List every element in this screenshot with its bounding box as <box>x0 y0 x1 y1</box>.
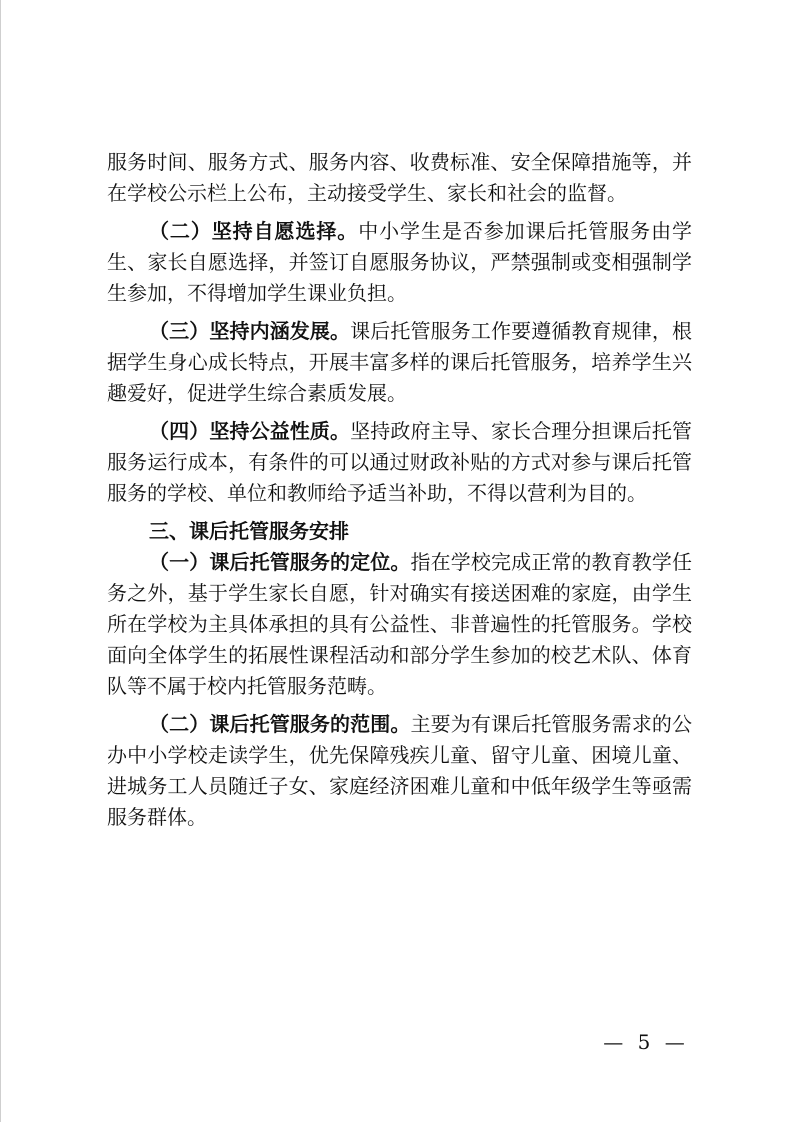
paragraph-lead: （四）坚持公益性质。 <box>149 419 351 443</box>
paragraph-text: 主要为有课后托管服务需求的公办中小学校走读学生，优先保障残疾儿童、留守儿童、困境儿童、进城务工人员随迁子女、家庭经济困难儿童和中低年级学生等亟需服务群体。 <box>107 712 692 829</box>
paragraph-positioning <box>107 547 692 702</box>
paragraph-public-welfare <box>107 416 692 509</box>
paragraph-lead: （二）坚持自愿选择。 <box>149 219 359 243</box>
paragraph-text: 课后托管服务工作要遵循教育规律，根据学生身心成长特点，开展丰富多样的课后托管服务，培养学生兴趣爱好，促进学生综合素质发展。 <box>107 319 693 405</box>
page-number: — 5 — <box>603 1030 689 1054</box>
paragraph-lead: （三）坚持内涵发展。 <box>149 319 351 343</box>
paragraph-text: 坚持政府主导、家长合理分担课后托管服务运行成本，有条件的可以通过财政补贴的方式对参与课后托管服务的学校、单位和教师给予适当补助，不得以营利为目的。 <box>107 419 693 505</box>
section-heading: 三、课后托管服务安排 <box>149 519 349 543</box>
document-body <box>107 147 692 833</box>
paragraph-lead: （二）课后托管服务的范围。 <box>149 712 411 736</box>
paragraph-lead: （一）课后托管服务的定位。 <box>149 550 411 574</box>
paragraph-text: 服务时间、服务方式、服务内容、收费标准、安全保障措施等，并在学校公示栏上公布，主动接受学生、家长和社会的监督。 <box>107 150 692 205</box>
paragraph-continued <box>107 147 692 209</box>
paragraph-text: 中小学生是否参加课后托管服务由学生、家长自愿选择，并签订自愿服务协议，严禁强制或变相强制学生参加，不得增加学生课业负担。 <box>107 219 693 305</box>
paragraph-voluntary <box>107 216 692 309</box>
paragraph-text: 指在学校完成正常的教育教学任务之外，基于学生家长自愿，针对确实有接送困难的家庭，由学生所在学校为主具体承担的具有公益性、非普遍性的托管服务。学校面向全体学生的拓展性课程活动和部分学生参加的校艺术队、体育队等不属于校内托管服务范畴。 <box>107 550 692 698</box>
paragraph-development <box>107 316 692 409</box>
paragraph-scope <box>107 709 692 833</box>
